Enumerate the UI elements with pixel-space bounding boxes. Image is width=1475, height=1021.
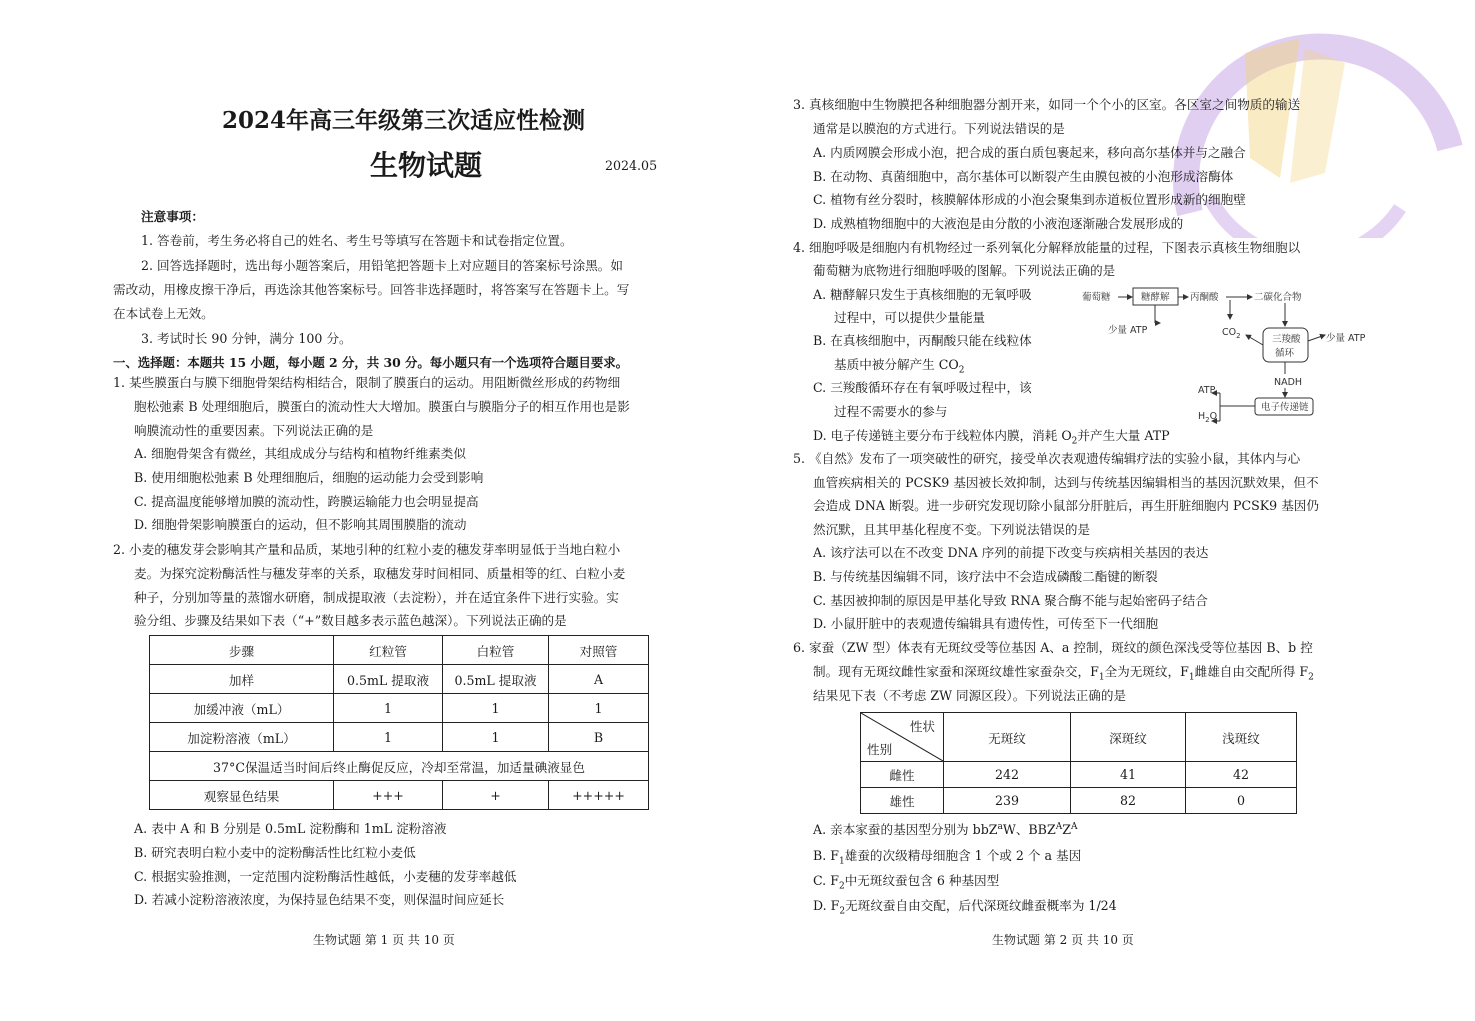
glycolysis-label: 糖酵解 <box>1141 292 1170 303</box>
option-d: D. 电子传递链主要分布于线粒体内膜，消耗 $O_2$并产生大量 ATP <box>813 428 1170 447</box>
option-a: A. 细胞骨架含有微丝，其组成成分与结构和植物纤维素类似 <box>134 446 466 461</box>
table-cell: A <box>549 665 649 694</box>
question-text: 响膜流动性的重要因素。下列说法正确的是 <box>134 423 374 438</box>
tca-label: 三羧酸 <box>1272 334 1301 345</box>
table-cell: + <box>443 781 549 810</box>
glucose-label: 葡萄糖 <box>1082 292 1111 303</box>
table-cell: 0.5mL 提取液 <box>334 665 443 694</box>
question-text: 种子，分别加等量的蒸馏水研磨，制成提取液（去淀粉），并在适宜条件下进行实验。实 <box>134 590 619 605</box>
option-b: B. 与传统基因编辑不同，该疗法中不会造成磷酸二酯键的断裂 <box>813 569 1158 584</box>
corner-label-top: 性状 <box>909 719 935 734</box>
table-cell: 雌性 <box>861 762 944 788</box>
option-d: D. $F_2$无斑纹蚕自由交配，后代深斑纹雌蚕概率为 1/24 <box>813 898 1117 917</box>
table-header: 对照管 <box>549 636 649 665</box>
h2o-label: $H_2O$ <box>1198 411 1218 424</box>
table-header: 深斑纹 <box>1071 713 1186 762</box>
exam-title: 2024年高三年级第三次适应性检测 <box>222 107 586 134</box>
table-header: 步骤 <box>150 636 334 665</box>
table-cell: B <box>549 723 649 752</box>
question-text: 6. 家蚕（ZW 型）体表有无斑纹受等位基因 A、a 控制，斑纹的颜色深浅受等位基因 B、b 控 <box>793 640 1313 655</box>
table-cell: 0 <box>1186 788 1297 814</box>
table-row <box>150 665 649 694</box>
table-header: 白粒管 <box>443 636 549 665</box>
table-cell: 0.5mL 提取液 <box>443 665 549 694</box>
notice-line: 2. 回答选择题时，选出每小题答案后，用铅笔把答题卡上对应题目的答案标号涂黑。如 <box>141 258 623 273</box>
co2-label: $CO_2$ <box>1222 327 1241 340</box>
option-c: C. 植物有丝分裂时，核膜解体形成的小泡会聚集到赤道板位置形成新的细胞壁 <box>813 192 1246 207</box>
table-cell: 242 <box>944 762 1071 788</box>
table-header: 无斑纹 <box>944 713 1071 762</box>
option-c: C. 提高温度能够增加膜的流动性，跨膜运输能力也会明显提高 <box>134 494 479 509</box>
atp-label: ATP <box>1198 385 1216 396</box>
etc-label: 电子传递链 <box>1261 402 1309 413</box>
table-header: 浅斑纹 <box>1186 713 1297 762</box>
table-cell: 1 <box>549 694 649 723</box>
question-text: 制。现有无斑纹雌性家蚕和深斑纹雄性家蚕杂交，$F_1$全为无斑纹，$F_1$雌雄自由交配所得 $F_2$ <box>813 664 1314 683</box>
table-corner <box>861 713 944 762</box>
option-d: D. 细胞骨架影响膜蛋白的运动，但不影响其周围膜脂的流动 <box>134 517 467 532</box>
option-b: B. 研究表明白粒小麦中的淀粉酶活性比红粒小麦低 <box>134 845 416 860</box>
table-cell: +++++ <box>549 781 649 810</box>
table-header: 红粒管 <box>334 636 443 665</box>
table-row <box>150 723 649 752</box>
question-text: 麦。为探究淀粉酶活性与穗发芽率的关系，取穗发芽时间相同、质量相等的红、白粒小麦 <box>134 566 626 581</box>
notice-line: 3. 考试时长 90 分钟，满分 100 分。 <box>141 331 352 346</box>
table-cell: 1 <box>334 723 443 752</box>
question-text: 会造成 DNA 断裂。进一步研究发现切除小鼠部分肝脏后，再生肝脏细胞内 PCSK9 基因仍 <box>813 498 1319 513</box>
question-text: 血管疾病相关的 PCSK9 基因被长效抑制，达到与传统基因编辑相当的基因沉默效果，但不 <box>813 475 1319 490</box>
table-cell: 42 <box>1186 762 1297 788</box>
option-c: C. $F_2$中无斑纹蚕包含 6 种基因型 <box>813 873 1000 892</box>
question-text: 结果见下表（不考虑 ZW 同源区段）。下列说法正确的是 <box>813 688 1127 703</box>
question-text: 2. 小麦的穗发芽会影响其产量和品质，某地引种的红粒小麦的穗发芽率明显低于当地白粒小 <box>113 542 621 557</box>
question-text: 然沉默，且其甲基化程度不变。下列说法错误的是 <box>813 522 1091 537</box>
acetyl-label: 二碳化合物 <box>1254 292 1302 303</box>
table-cell: 加缓冲液（mL） <box>150 694 334 723</box>
atp-small-2: 少量 ATP <box>1326 333 1366 344</box>
table-row <box>150 781 649 810</box>
respiration-diagram <box>1080 283 1380 428</box>
notice-line: 1. 答卷前，考生务必将自己的姓名、考生号等填写在答题卡和试卷指定位置。 <box>141 233 573 248</box>
table-cell: 加淀粉溶液（mL） <box>150 723 334 752</box>
option-b-cont: 基质中被分解产生 $CO_2$ <box>834 357 965 376</box>
option-a: A. 内质网膜会形成小泡，把合成的蛋白质包裹起来，移向高尔基体并与之融合 <box>813 145 1246 160</box>
notice-line: 在本试卷上无效。 <box>113 306 214 321</box>
option-d: D. 若减小淀粉溶液浓度，为保持显色结果不变，则保温时间应延长 <box>134 892 505 907</box>
table-cell: 雄性 <box>861 788 944 814</box>
page-2 <box>737 0 1475 1021</box>
notice-line: 需改动，用橡皮擦干净后，再选涂其他答案标号。回答非选择题时，将答案写在答题卡上。写 <box>113 282 630 297</box>
table-row <box>150 694 649 723</box>
page-footer: 生物试题 第 2 页 共 10 页 <box>992 933 1134 947</box>
option-a: A. 表中 A 和 B 分别是 0.5mL 淀粉酶和 1mL 淀粉溶液 <box>134 821 447 836</box>
question-text: 验分组、步骤及结果如下表（“+”数目越多表示蓝色越深）。下列说法正确的是 <box>134 613 567 628</box>
option-c-cont: 过程不需要水的参与 <box>834 404 948 419</box>
table-cell: 82 <box>1071 788 1186 814</box>
question-text: 3. 真核细胞中生物膜把各种细胞器分割开来，如同一个个小的区室。各区室之间物质的输送 <box>793 97 1301 112</box>
table-cell: 观察显色结果 <box>150 781 334 810</box>
option-a: A. 糖酵解只发生于真核细胞的无氧呼吸 <box>813 287 1032 302</box>
option-c: C. 基因被抑制的原因是甲基化导致 RNA 聚合酶不能与起始密码子结合 <box>813 593 1208 608</box>
tca-label-2: 循环 <box>1275 348 1295 359</box>
table-cell: 1 <box>443 694 549 723</box>
option-b: B. 使用细胞松弛素 B 处理细胞后，细胞的运动能力会受到影响 <box>134 470 484 485</box>
nadh-label: NADH <box>1274 377 1303 388</box>
table-cell: 1 <box>443 723 549 752</box>
table-merged-cell: 37°C保温适当时间后终止酶促反应，冷却至常温，加适量碘液显色 <box>150 752 649 781</box>
question-text: 胞松弛素 B 处理细胞后，膜蛋白的流动性大大增加。膜蛋白与膜脂分子的相互作用也是影 <box>134 399 630 414</box>
option-b: B. $F_1$雄蚕的次级精母细胞含 1 个或 2 个 a 基因 <box>813 848 1082 867</box>
option-c: C. 三羧酸循环存在有氧呼吸过程中，该 <box>813 380 1032 395</box>
table-row <box>861 762 1297 788</box>
experiment-table <box>149 635 649 810</box>
table-row <box>861 788 1297 814</box>
question-text: 4. 细胞呼吸是细胞内有机物经过一系列氧化分解释放能量的过程，下图表示真核生物细胞以 <box>793 240 1301 255</box>
notice-heading: 注意事项： <box>141 209 204 224</box>
atp-small-1: 少量 ATP <box>1108 325 1148 336</box>
table-cell: 1 <box>334 694 443 723</box>
table-cell: 239 <box>944 788 1071 814</box>
option-b: B. 在真核细胞中，丙酮酸只能在线粒体 <box>813 333 1032 348</box>
option-d: D. 成熟植物细胞中的大液泡是由分散的小液泡逐渐融合发展形成的 <box>813 216 1184 231</box>
option-b: B. 在动物、真菌细胞中，高尔基体可以断裂产生由膜包被的小泡形成溶酶体 <box>813 169 1234 184</box>
exam-subject: 生物试题 <box>370 149 483 182</box>
option-a: A. 该疗法可以在不改变 DNA 序列的前提下改变与疾病相关基因的表达 <box>813 545 1209 560</box>
section-heading: 一、选择题：本题共 15 小题，每小题 2 分，共 30 分。每小题只有一个选项符合题目要求。 <box>113 355 629 370</box>
option-c: C. 根据实验推测，一定范围内淀粉酶活性越低，小麦穗的发芽率越低 <box>134 869 517 884</box>
corner-label-bottom: 性别 <box>867 742 893 757</box>
question-text: 1. 某些膜蛋白与膜下细胞骨架结构相结合，限制了膜蛋白的运动。用阻断微丝形成的药物细 <box>113 375 621 390</box>
table-cell: 41 <box>1071 762 1186 788</box>
table-cell: +++ <box>334 781 443 810</box>
option-a: A. 亲本家蚕的基因型分别为 bbZ$^a$W、$BBZ^AZ^A$ <box>813 821 1078 837</box>
page-1 <box>0 0 737 1021</box>
option-d: D. 小鼠肝脏中的表观遗传编辑具有遗传性，可传至下一代细胞 <box>813 616 1159 631</box>
table-row <box>150 752 649 781</box>
pyruvate-label: 丙酮酸 <box>1190 292 1219 303</box>
table-cell: 加样 <box>150 665 334 694</box>
question-text: 5. 《自然》发布了一项突破性的研究，接受单次表观遗传编辑疗法的实验小鼠，其体内与心 <box>793 451 1301 466</box>
page-footer: 生物试题 第 1 页 共 10 页 <box>313 933 455 947</box>
silkworm-table <box>860 712 1297 814</box>
question-text: 葡萄糖为底物进行细胞呼吸的图解。下列说法正确的是 <box>813 263 1116 278</box>
exam-date: 2024.05 <box>605 158 658 173</box>
option-a-cont: 过程中，可以提供少量能量 <box>834 310 986 325</box>
question-text: 通常是以膜泡的方式进行。下列说法错误的是 <box>813 121 1065 136</box>
